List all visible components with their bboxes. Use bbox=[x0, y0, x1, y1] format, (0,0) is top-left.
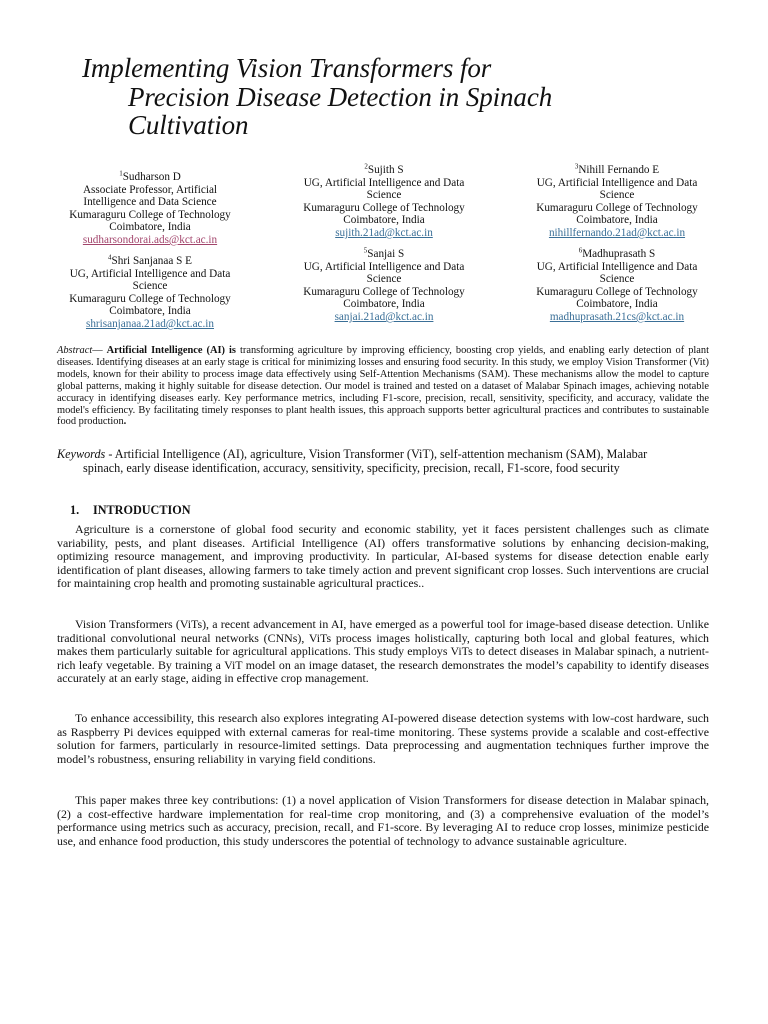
abstract-body: transforming agriculture by improving efficiency, boosting crop yields, and enabling early detection of plant diseases. Identifying diseases at an early stage is critical for minimizing losses and ensuring food security. In this study, we employ Vision Transformer (Vit) models, known for their ability to process image data effectively using Self-Attention Mechanisms (SAM). These mechanisms allow the model to capture global patterns, making it highly suitable for disease detection. Our model is trained and tested on a dataset of Malabar Spinach images, achieving notable accuracy in identifying diseases early. Key performance metrics, including F1-score, precision, recall, sensitivity, specificity, and accuracy, validate the model's efficiency. By facilitating timely responses to plant health issues, this approach supports better agricultural practices and contributes to sustainable food production bbox=[57, 345, 709, 428]
paper-title bbox=[82, 54, 642, 140]
author-email-link[interactable]: sujith.21ad@kct.ac.in bbox=[335, 226, 433, 239]
section-number: 1. bbox=[70, 503, 80, 517]
keywords-line-2: spinach, early disease identification, accuracy, sensitivity, specificity, precision, recall, F1-score, food security bbox=[83, 461, 620, 475]
author-affiliation-line: Coimbatore, India bbox=[109, 221, 191, 234]
author-affiliation-line: Coimbatore, India bbox=[576, 214, 658, 227]
author-affiliation-line: Science bbox=[366, 189, 402, 202]
author-affiliation-line: Kumaraguru College of Technology bbox=[69, 292, 231, 305]
author-affiliation-line: Kumaraguru College of Technology bbox=[303, 285, 465, 298]
author-4 bbox=[50, 255, 250, 331]
author-name: $^5$Sanjai S bbox=[363, 246, 405, 260]
author-affiliation-line: UG, Artificial Intelligence and Data bbox=[536, 260, 698, 273]
author-affiliation-line: Associate Professor, Artificial bbox=[82, 183, 218, 196]
body-paragraph: To enhance accessibility, this research also explores integrating AI-powered disease detection systems with low-cost hardware, such as Raspberry Pi devices equipped with external cameras for real-time monitoring. These systems provide a scalable and cost-effective solution for farmers, particularly in resource-limited settings. Data preprocessing and augmentation techniques further improve the model’s robustness, ensuring reliability in varying field conditions. bbox=[57, 711, 709, 766]
author-name: $^3$Nihill Fernando E bbox=[574, 162, 660, 176]
abstract-dash: — bbox=[92, 345, 107, 356]
author-affiliation-line: UG, Artificial Intelligence and Data bbox=[69, 267, 231, 280]
abstract bbox=[57, 345, 709, 428]
section-heading bbox=[70, 503, 191, 518]
body-paragraph: This paper makes three key contributions: (1) a novel application of Vision Transformers for disease detection in Malabar spinach, (2) a cost-effective hardware implementation for real-time crop monitoring, and (3) a comprehensive evaluation of the model’s performance using metrics such as accuracy, precision, recall, and F1-score. By leveraging AI to reduce crop losses, minimize pesticide use, and enhance food production, this study underscores the potential of technology to advance sustainable agriculture. bbox=[57, 793, 709, 848]
author-affiliation-line: Science bbox=[599, 273, 635, 286]
author-3 bbox=[517, 164, 717, 240]
author-affiliation-line: Science bbox=[599, 189, 635, 202]
author-2 bbox=[284, 164, 484, 240]
author-name: $^6$Madhuprasath S bbox=[578, 246, 656, 260]
author-email-link[interactable]: madhuprasath.21cs@kct.ac.in bbox=[549, 310, 685, 323]
author-affiliation-line: Coimbatore, India bbox=[343, 298, 425, 311]
author-name: $^2$Sujith S bbox=[364, 162, 404, 176]
author-affiliation-line: Science bbox=[366, 273, 402, 286]
author-affiliation-line: Coimbatore, India bbox=[343, 214, 425, 227]
body-paragraph: Vision Transformers (ViTs), a recent advancement in AI, have emerged as a powerful tool for image-based disease detection. Unlike traditional convolutional neural networks (CNNs), ViTs process images holistically, capturing both local and global features, which makes them particularly suitable for agricultural applications. This study employs ViTs to detect diseases in Malabar spinach, a nutrient-rich leafy vegetable. By training a ViT model on an image dataset, the research demonstrates the model’s capability to identify diseases accurately at an early stage, aiding in effective crop management. bbox=[57, 617, 709, 686]
author-5 bbox=[284, 248, 484, 324]
author-affiliation-line: UG, Artificial Intelligence and Data bbox=[536, 176, 698, 189]
title-line-1: Implementing Vision Transformers for bbox=[82, 53, 492, 83]
author-affiliation-line: Kumaraguru College of Technology bbox=[536, 285, 698, 298]
abstract-end: . bbox=[123, 416, 127, 428]
author-email-link[interactable]: sanjai.21ad@kct.ac.in bbox=[334, 310, 434, 323]
author-affiliation-line: Kumaraguru College of Technology bbox=[69, 208, 231, 221]
author-affiliation-line: Intelligence and Data Science bbox=[83, 196, 217, 209]
keywords bbox=[57, 447, 709, 475]
author-affiliation-line: Kumaraguru College of Technology bbox=[303, 201, 465, 214]
author-affiliation-line: UG, Artificial Intelligence and Data bbox=[303, 260, 465, 273]
author-name: $^1$Sudharson D bbox=[119, 169, 181, 183]
abstract-bold-lead: Artificial Intelligence (AI) is bbox=[106, 345, 236, 356]
keywords-line-1: Keywords - Artificial Intelligence (AI), agriculture, Vision Transformer (ViT), self-attention mechanism (SAM), Malabar bbox=[57, 447, 648, 461]
author-affiliation-line: Coimbatore, India bbox=[576, 298, 658, 311]
author-email-link[interactable]: sudharsondorai.ads@kct.ac.in bbox=[82, 233, 218, 246]
author-email-link[interactable]: shrisanjanaa.21ad@kct.ac.in bbox=[85, 317, 215, 330]
title-line-2: Precision Disease Detection in Spinach bbox=[128, 81, 553, 112]
author-affiliation-line: Kumaraguru College of Technology bbox=[536, 201, 698, 214]
author-affiliation-line: UG, Artificial Intelligence and Data bbox=[303, 176, 465, 189]
author-6 bbox=[517, 248, 717, 324]
section-title: INTRODUCTION bbox=[93, 503, 191, 517]
author-1 bbox=[50, 171, 250, 247]
abstract-label: Abstract bbox=[57, 345, 93, 356]
author-affiliation-line: Coimbatore, India bbox=[109, 305, 191, 318]
title-line-3: Cultivation bbox=[128, 110, 249, 140]
author-affiliation-line: Science bbox=[132, 280, 168, 293]
author-email-link[interactable]: nihillfernando.21ad@kct.ac.in bbox=[548, 226, 686, 239]
body-paragraph: Agriculture is a cornerstone of global food security and economic stability, yet it faces persistent challenges such as climate variability, pests, and plant diseases. Artificial Intelligence (AI) offers transformative solutions by enhancing decision-making, optimizing resource management, and improving productivity. In particular, AI-based systems for disease detection enable early identification of plant diseases, allowing farmers to take timely action and prevent significant crop losses. Such interventions are crucial for maintaining crop health and promoting sustainable agricultural practices.. bbox=[57, 522, 709, 591]
author-name: $^4$Shri Sanjanaa S E bbox=[108, 253, 192, 267]
keywords-label: Keywords bbox=[57, 447, 106, 461]
